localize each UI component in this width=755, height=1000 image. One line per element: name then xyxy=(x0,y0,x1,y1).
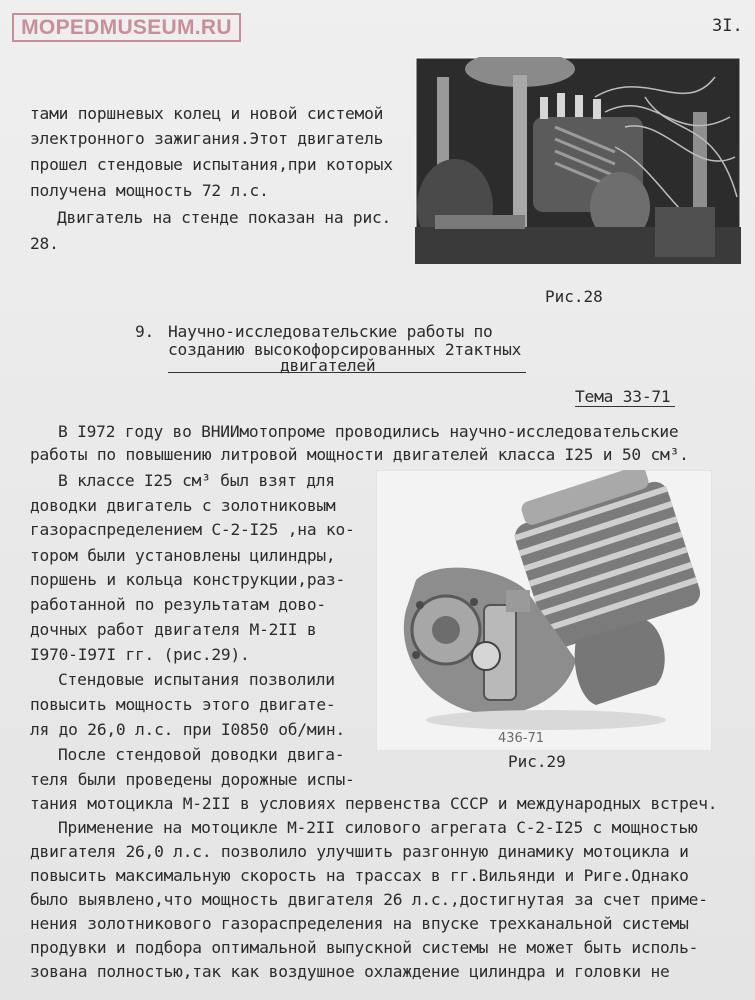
paragraph-line: повысить максимальную скорость на трассах в гг.Вильянди и Риге.Однако xyxy=(30,866,689,885)
intro-line: прошел стендовые испытания,при которых xyxy=(30,155,393,174)
paragraph-line: В I972 году во ВНИИмотопроме проводились научно-исследовательские xyxy=(58,422,679,441)
paragraph-line: тания мотоцикла М-2II в условиях первенства СССР и международных встреч. xyxy=(30,794,718,813)
intro-line: тами поршневых колец и новой системой xyxy=(30,104,384,123)
paragraph-line: продувки и подбора оптимальной выпускной системы не может быть исполь- xyxy=(30,938,699,957)
paragraph-line: зована полностью,так как воздушное охлаждение цилиндра и головки не xyxy=(30,962,670,981)
section-title-line: Научно-исследовательские работы по xyxy=(168,322,493,341)
topic-underline xyxy=(575,406,675,407)
figure-28-caption: Рис.28 xyxy=(545,287,603,306)
paragraph-line: двигателя 26,0 л.с. позволило улучшить разгонную динамику мотоцикла и xyxy=(30,842,689,861)
column-line: работанной по результатам дово- xyxy=(30,595,326,614)
paragraph-line: Применение на мотоцикле М-2II силового агрегата С-2-I25 с мощностью xyxy=(58,818,698,837)
intro-line: получена мощность 72 л.с. xyxy=(30,181,269,200)
section-number: 9. xyxy=(135,322,155,341)
topic-label: Тема 33-71 xyxy=(575,387,671,406)
section-title-underline xyxy=(168,372,526,373)
figure-28-photo xyxy=(415,57,741,264)
intro-line: Двигатель на стенде показан на рис. xyxy=(57,208,392,227)
column-line: повысить мощность этого двигате- xyxy=(30,695,336,714)
figure-29-caption: Рис.29 xyxy=(508,752,566,771)
section-title-line: созданию высокофорсированных 2тактных xyxy=(168,340,522,359)
column-line: поршень и кольца конструкции,раз- xyxy=(30,570,346,589)
paragraph-line: было выявлено,что мощность двигателя 26 л.с.,достигнутая за счет приме- xyxy=(30,890,708,909)
column-line: Стендовые испытания позволили xyxy=(58,670,335,689)
page-number: 3I. xyxy=(712,16,743,36)
column-line: тором были установлены цилиндры, xyxy=(30,546,336,565)
column-line: I970-I97I гг. (рис.29). xyxy=(30,645,250,664)
figure-29-photo xyxy=(376,470,712,751)
column-line: В классе I25 см³ был взят для xyxy=(58,471,335,490)
paragraph-line: работы по повышению литровой мощности двигателей класса I25 и 50 см³. xyxy=(30,445,689,464)
intro-line: 28. xyxy=(30,234,59,253)
watermark-logo: MOPEDMUSEUM.RU xyxy=(12,13,241,42)
paragraph-line: нения золотникового газораспределения на впуске трехканальной системы xyxy=(30,914,689,933)
column-line: дочных работ двигателя М-2II в xyxy=(30,620,317,639)
section-title-line: двигателей xyxy=(280,356,376,375)
column-line: теля были проведены дорожные испы- xyxy=(30,770,355,789)
intro-line: электронного зажигания.Этот двигатель xyxy=(30,129,384,148)
figure-29-handwritten-number: 436-71 xyxy=(498,731,545,746)
column-line: доводки двигатель с золотниковым xyxy=(30,496,336,515)
column-line: газораспределением С-2-I25 ,на ко- xyxy=(30,520,355,539)
column-line: ля до 26,0 л.с. при I0850 об/мин. xyxy=(30,720,346,739)
column-line: После стендовой доводки двига- xyxy=(58,745,345,764)
